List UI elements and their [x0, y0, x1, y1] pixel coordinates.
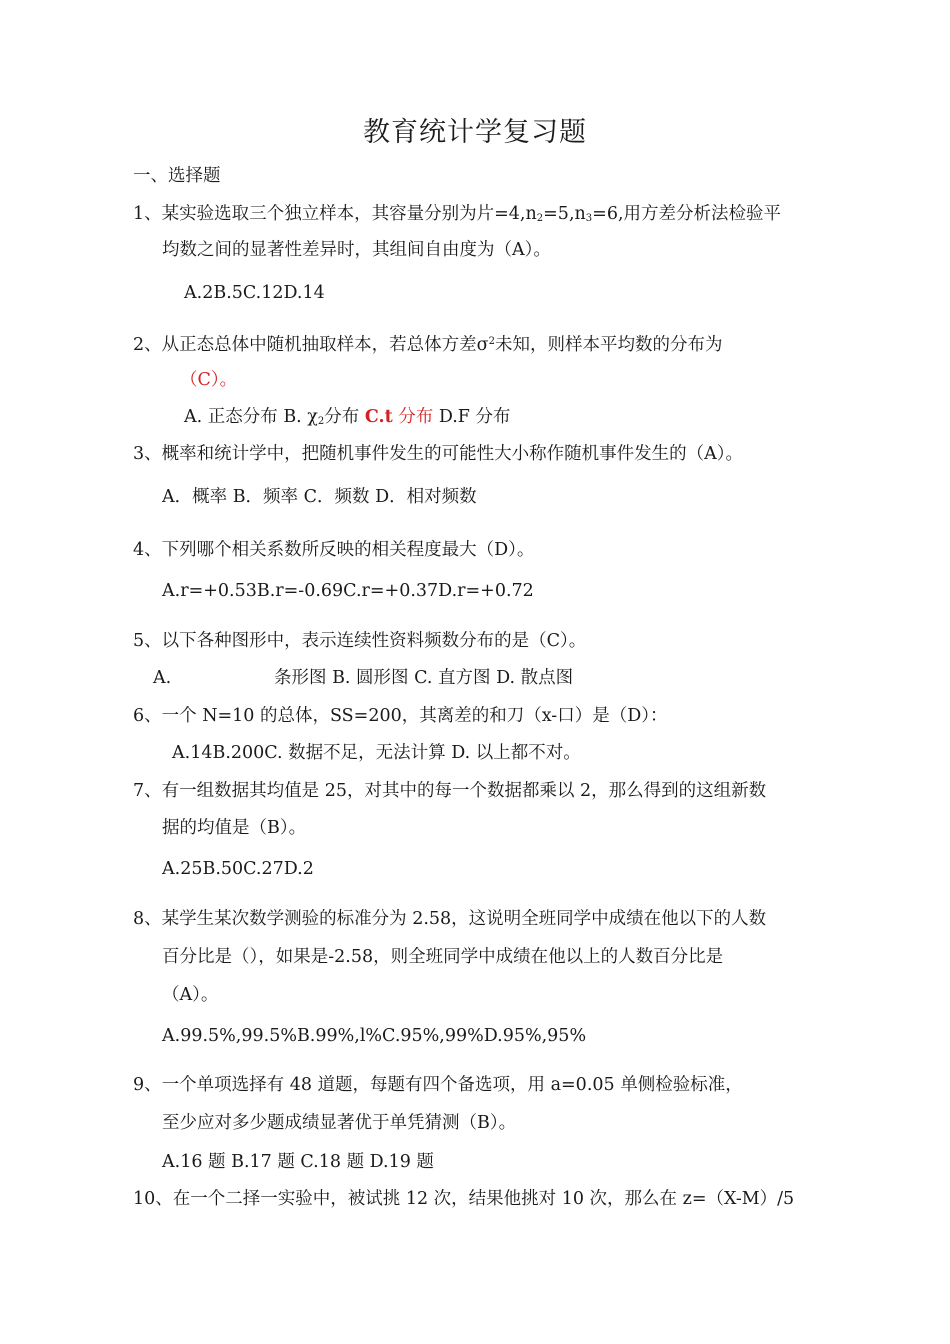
question-1-stem-line2: 均数之间的显著性差异时，其组间自由度为（A）。	[162, 240, 551, 260]
question-6-options: A.14B.200C. 数据不足，无法计算 D. 以上都不对。	[172, 743, 581, 763]
question-3-options: A．概率 B．频率 C．频数 D．相对频数	[162, 487, 477, 507]
question-4-stem-line1: 4、下列哪个相关系数所反映的相关程度最大（D）。	[133, 540, 535, 560]
question-8-options: A.99.5%,99.5%B.99%,l%C.95%,99%D.95%,95%	[162, 1026, 587, 1046]
correct-answer-text: 分布	[392, 407, 434, 427]
question-3-stem-line1: 3、概率和统计学中，把随机事件发生的可能性大小称作随机事件发生的（A）。	[133, 444, 744, 464]
question-5-option-a: A.	[153, 668, 172, 688]
question-8-stem-line2: 百分比是（），如果是-2.58，则全班同学中成绩在他以上的人数百分比是	[162, 947, 724, 967]
question-2-options: A. 正态分布 B. $\chi_2$分布 C.t 分布 D.F 分布	[184, 407, 511, 427]
document-title: 教育统计学复习题	[363, 117, 587, 148]
question-7-stem-line2: 据的均值是（B）。	[162, 818, 307, 838]
question-9-options: A.16 题 B.17 题 C.18 题 D.19 题	[162, 1152, 434, 1172]
question-10-stem-line1: 10、在一个二择一实验中，被试挑 12 次，结果他挑对 10 次，那么在 z=（X-M）/5	[133, 1189, 795, 1209]
question-8-stem-line3: （A）。	[162, 985, 219, 1005]
question-5-stem-line1: 5、以下各种图形中，表示连续性资料频数分布的是（C）。	[133, 631, 587, 651]
section-heading: 一、选择题	[133, 166, 221, 186]
question-4-options: A.r=+0.53B.r=-0.69C.r=+0.37D.r=+0.72	[162, 581, 534, 601]
question-9-stem-line1: 9、一个单项选择有 48 道题，每题有四个备选项，用 a=0.05 单侧检验标准，	[133, 1075, 743, 1095]
question-9-stem-line2: 至少应对多少题成绩显著优于单凭猜测（B）。	[162, 1113, 517, 1133]
question-7-options: A.25B.50C.27D.2	[162, 859, 314, 879]
question-5-options: 条形图 B. 圆形图 C. 直方图 D. 散点图	[274, 668, 574, 688]
question-1-options: A.2B.5C.12D.14	[184, 283, 325, 303]
question-6-stem-line1: 6、一个 N=10 的总体，SS=200，其离差的和刀（x-口）是（D）：	[133, 706, 668, 726]
question-7-stem-line1: 7、有一组数据其均值是 25，对其中的每一个数据都乘以 2，那么得到的这组新数	[133, 781, 767, 801]
question-2-stem-line2: （C）。	[180, 370, 238, 390]
question-8-stem-line1: 8、某学生某次数学测验的标准分为 2.58，这说明全班同学中成绩在他以下的人数	[133, 909, 767, 929]
question-1-stem-line1: 1、某实验选取三个独立样本，其容量分别为片$=4,n_2=5,n_3=6$,用方差分析法检验平	[133, 204, 782, 224]
correct-answer-label: C.t	[364, 407, 393, 427]
question-2-stem-line1: 2、从正态总体中随机抽取样本，若总体方差$\sigma^2$未知，则样本平均数的分布为	[133, 335, 723, 355]
